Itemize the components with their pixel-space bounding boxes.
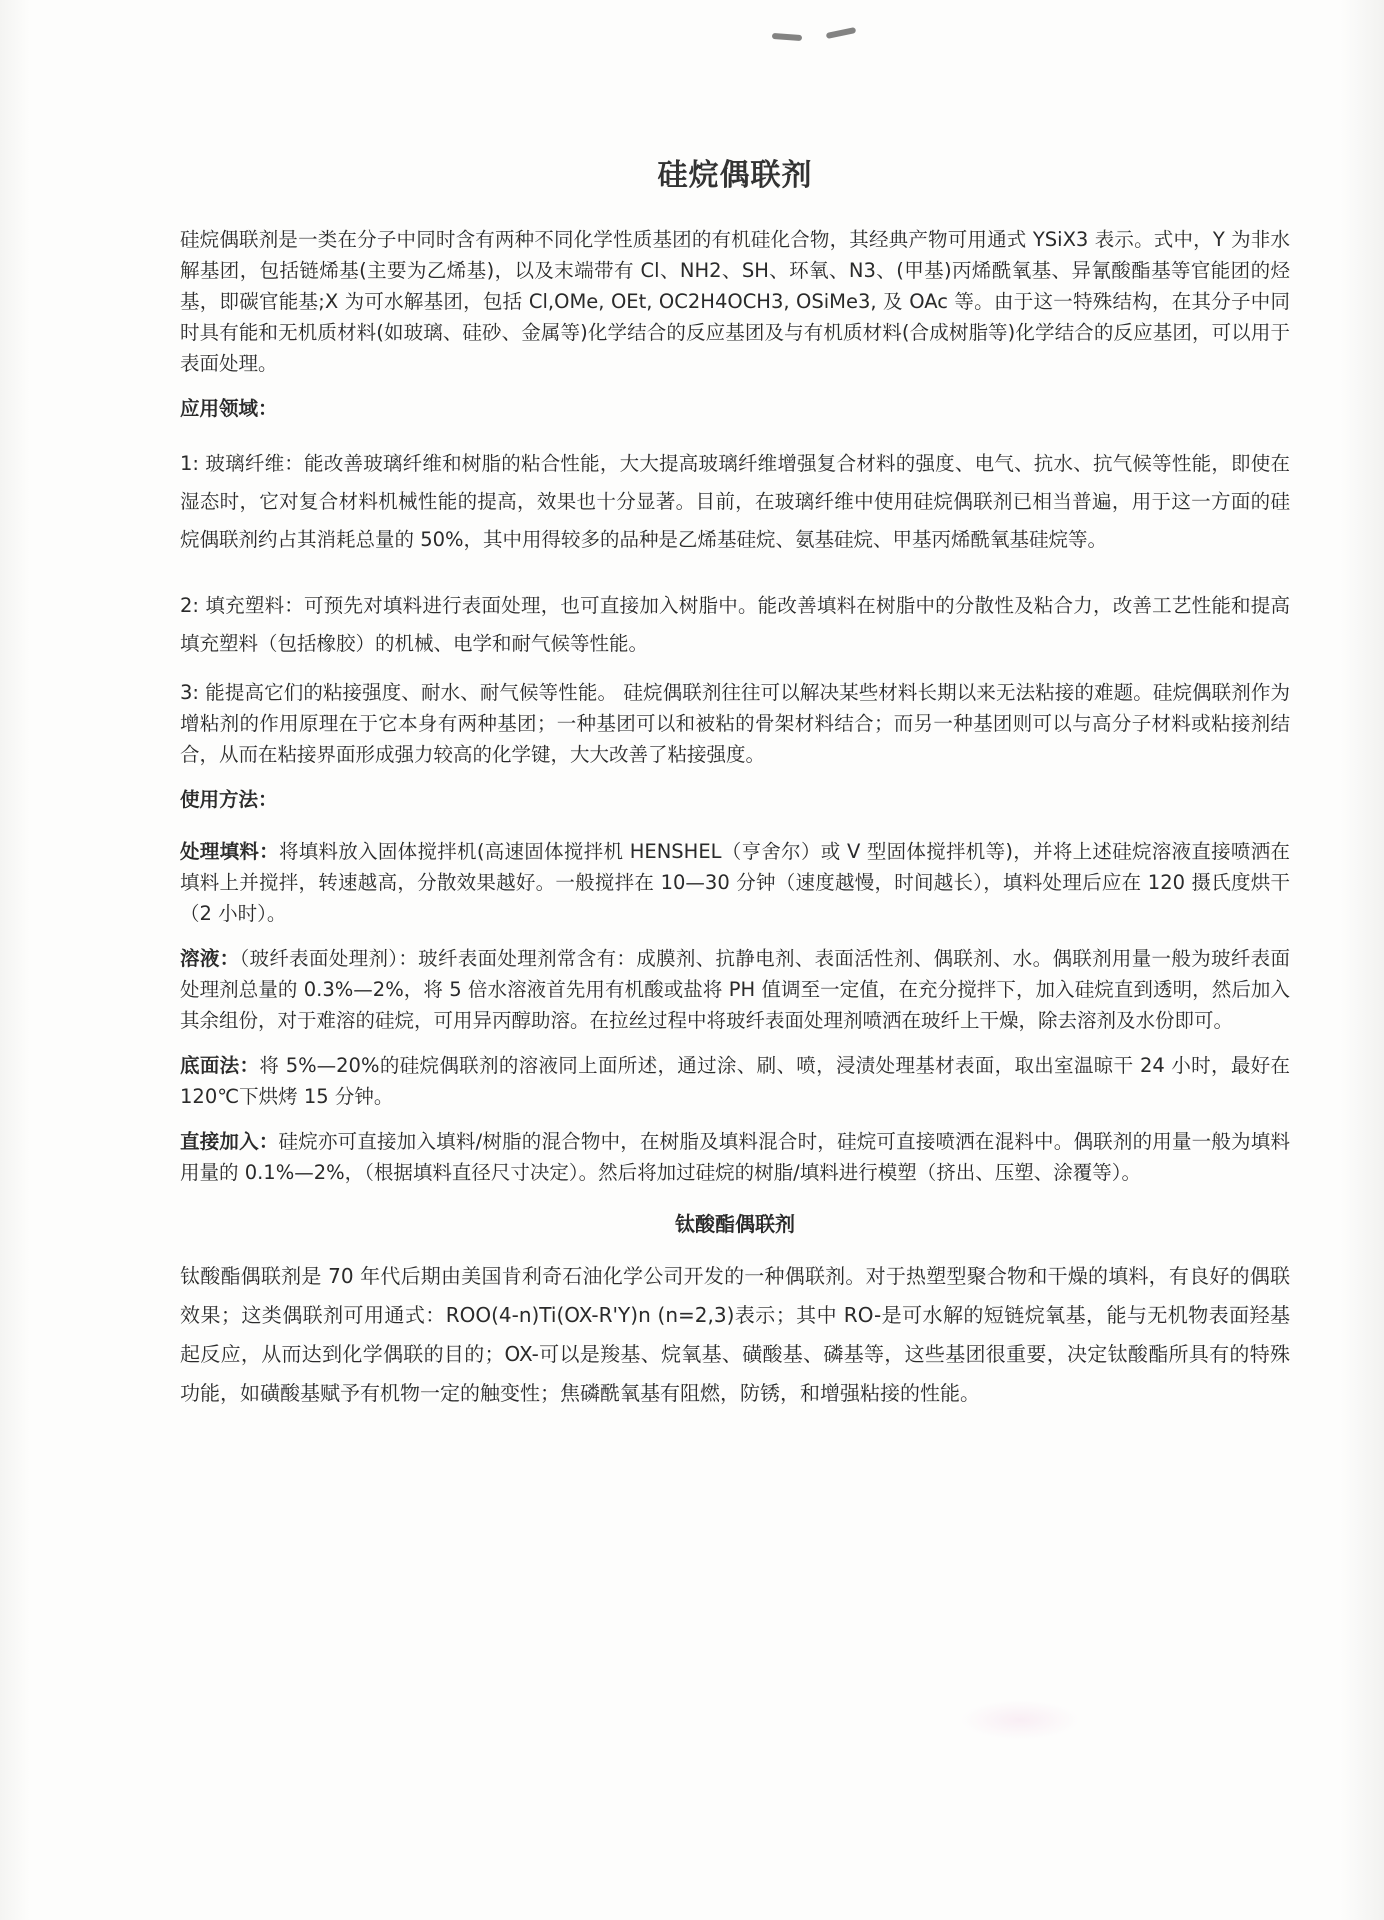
intro-paragraph: 硅烷偶联剂是一类在分子中同时含有两种不同化学性质基团的有机硅化合物，其经典产物可用通式 YSiX3 表示。式中，Y 为非水解基团，包括链烯基(主要为乙烯基)，以及末端带有 Cl、NH2、SH、环氧、N3、(甲基)丙烯酰氧基、异氰酸酯基等官能团的烃基，即碳官能基;X 为可水解基团，包括 Cl,OMe, OEt, OC2H4OCH3, OSiMe3, 及 OAc 等。由于这一特殊结构，在其分子中同时具有能和无机质材料(如玻璃、硅砂、金属等)化学结合的反应基团及与有机质材料(合成树脂等)化学结合的反应基团，可以用于表面处理。 [180, 228, 1290, 375]
method-text: 将填料放入固体搅拌机(高速固体搅拌机 HENSHEL（亨舍尔）或 V 型固体搅拌机等)，并将上述硅烷溶液直接喷洒在填料上并搅拌，转速越高，分散效果越好。一般搅拌在 10—30 分钟（速度越慢，时间越长），填料处理后应在 120 摄氏度烘干（2 小时）。 [180, 840, 1290, 925]
titanate-paragraph: 钛酸酯偶联剂是 70 年代后期由美国肯利奇石油化学公司开发的一种偶联剂。对于热塑型聚合物和干燥的填料，有良好的偶联效果；这类偶联剂可用通式：ROO(4-n)Ti(OX-R'Y)n (n=2,3)表示；其中 RO-是可水解的短链烷氧基，能与无机物表面羟基起反应，从而达到化学偶联的目的；OX-可以是羧基、烷氧基、磺酸基、磷基等，这些基团很重要，决定钛酸酯所具有的特殊功能，如磺酸基赋予有机物一定的触变性；焦磷酰氧基有阻燃，防锈，和增强粘接的性能。 [180, 1264, 1290, 1405]
document-title: 硅烷偶联剂 [657, 158, 813, 193]
method-text: 硅烷亦可直接加入填料/树脂的混合物中，在树脂及填料混合时，硅烷可直接喷洒在混料中。偶联剂的用量一般为填料用量的 0.1%—2%，（根据填料直径尺寸决定）。然后将加过硅烷的树脂/填料进行模塑（挤出、压塑、涂覆等）。 [180, 1130, 1290, 1184]
method-text: （玻纤表面处理剂）：玻纤表面处理剂常含有：成膜剂、抗静电剂、表面活性剂、偶联剂、水。偶联剂用量一般为玻纤表面处理剂总量的 0.3%—2%，将 5 倍水溶液首先用有机酸或盐将 PH 值调至一定值，在充分搅拌下，加入硅烷直到透明，然后加入其余组份，对于难溶的硅烷，可用异丙醇助溶。在拉丝过程中将玻纤表面处理剂喷洒在玻纤上干燥，除去溶剂及水份即可。 [180, 947, 1290, 1032]
scan-stain [960, 1700, 1080, 1740]
method-label: 处理填料： [180, 840, 279, 863]
application-item-1: 1: 玻璃纤维：能改善玻璃纤维和树脂的粘合性能，大大提高玻璃纤维增强复合材料的强度、电气、抗水、抗气候等性能，即使在湿态时，它对复合材料机械性能的提高，效果也十分显著。目前，在玻璃纤维中使用硅烷偶联剂已相当普遍，用于这一方面的硅烷偶联剂约占其消耗总量的 50%，其中用得较多的品种是乙烯基硅烷、氨基硅烷、甲基丙烯酰氧基硅烷等。 [180, 452, 1290, 551]
method-label: 底面法： [180, 1054, 260, 1077]
method-solution [180, 943, 1290, 1036]
method-label: 溶液： [180, 947, 240, 970]
scan-mark [826, 27, 857, 39]
section-heading-applications: 应用领域： [180, 397, 278, 420]
method-direct [180, 1126, 1290, 1188]
application-item-2: 2: 填充塑料：可预先对填料进行表面处理，也可直接加入树脂中。能改善填料在树脂中的分散性及粘合力，改善工艺性能和提高填充塑料（包括橡胶）的机械、电学和耐气候等性能。 [180, 594, 1290, 655]
method-text: 将 5%—20%的硅烷偶联剂的溶液同上面所述，通过涂、刷、喷，浸渍处理基材表面，取出室温晾干 24 小时，最好在 120℃下烘烤 15 分钟。 [180, 1054, 1290, 1108]
application-item-3: 3: 能提高它们的粘接强度、耐水、耐气候等性能。 硅烷偶联剂往往可以解决某些材料长期以来无法粘接的难题。硅烷偶联剂作为增粘剂的作用原理在于它本身有两种基团；一种基团可以和被粘的骨架材料结合；而另一种基团则可以与高分子材料或粘接剂结合，从而在粘接界面形成强力较高的化学键，大大改善了粘接强度。 [180, 681, 1290, 766]
method-filler [180, 836, 1290, 929]
section-heading-methods: 使用方法： [180, 788, 278, 811]
method-label: 直接加入： [180, 1130, 279, 1153]
scan-mark [772, 33, 802, 41]
method-primer [180, 1050, 1290, 1112]
titanate-title: 钛酸酯偶联剂 [675, 1212, 795, 1236]
document-body [180, 150, 1290, 1433]
